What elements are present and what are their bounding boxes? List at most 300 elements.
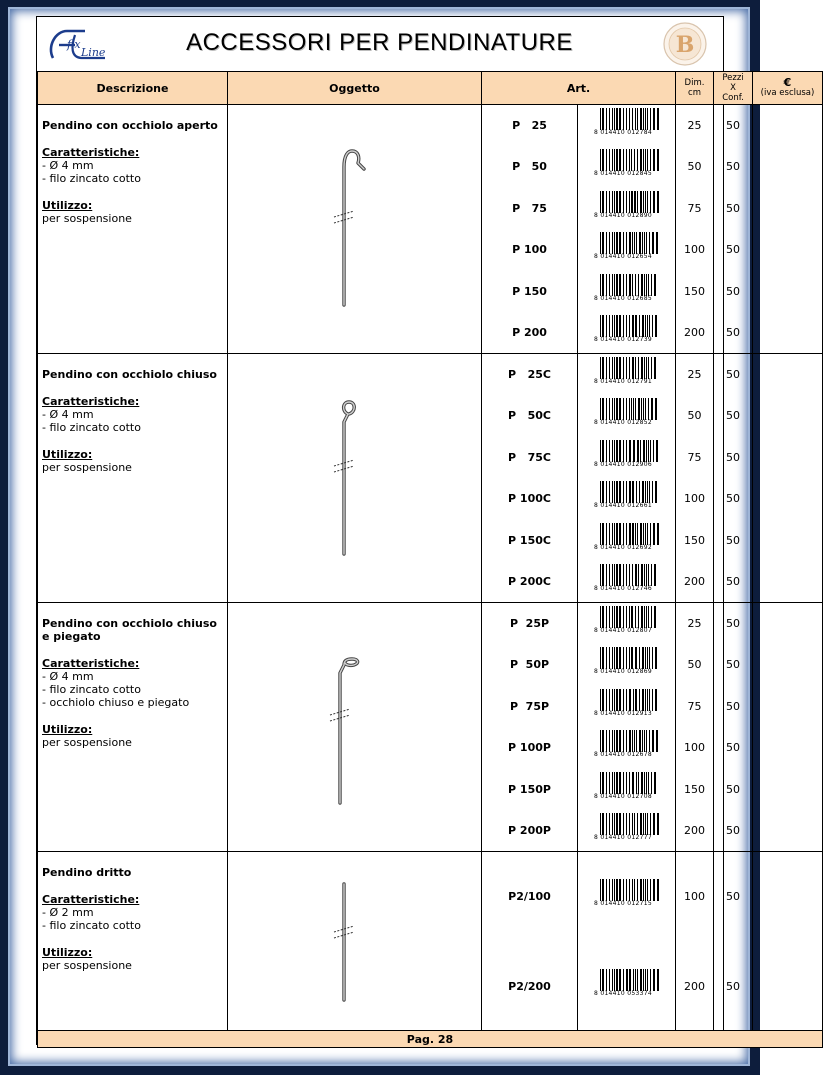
barcode-bars [600, 274, 660, 296]
barcode-bars [600, 969, 660, 991]
product-name: Pendino con occhiolo chiuso [42, 368, 217, 381]
article-code: P 25 [512, 119, 547, 132]
barcode-bar [645, 149, 646, 171]
barcode-bar [623, 647, 624, 669]
barcode-bar [629, 440, 631, 462]
barcode-bar [642, 647, 644, 669]
barcode-bar [612, 606, 613, 628]
col-header-descrizione: Descrizione [38, 72, 228, 105]
barcode-number: 8 014410 012913 [594, 709, 652, 717]
barcode-bar [616, 108, 618, 130]
closed-eye-hanger-icon [318, 354, 378, 602]
barcode-bar [650, 813, 651, 835]
dimension-value: 100 [684, 243, 705, 257]
barcode-bar [602, 232, 604, 254]
col-art-cell [482, 852, 578, 1031]
barcode-bar [641, 274, 643, 296]
barcode-bar [656, 232, 658, 254]
barcode-number: 8 014410 012807 [594, 627, 652, 634]
barcode-bar [623, 813, 624, 835]
barcode-bar [629, 813, 630, 835]
barcode-bar [619, 606, 621, 628]
table-footer-row [38, 1031, 823, 1048]
col-pezzi-cell [714, 354, 753, 603]
barcode-bar [612, 481, 613, 503]
barcode-bar [641, 606, 643, 628]
barcode-bar [606, 108, 607, 130]
barcode-stack [578, 105, 675, 353]
barcode-bar [619, 315, 621, 337]
barcode-bar [609, 149, 610, 171]
barcode-bar [602, 315, 604, 337]
barcode-bar [629, 523, 631, 545]
features-label: Caratteristiche: [42, 657, 140, 670]
barcode [594, 481, 660, 511]
barcode-bar [655, 481, 657, 503]
barcode-bar [612, 315, 613, 337]
barcode-bar [651, 274, 652, 296]
barcode-bar [629, 398, 630, 420]
col-art-cell [482, 354, 578, 603]
price-stack [753, 603, 822, 851]
pieces-per-pack: 50 [726, 658, 740, 672]
barcode-bar [609, 879, 610, 901]
price-stack [753, 105, 822, 353]
pezzi-stack [714, 354, 752, 602]
col-dim-cell [676, 852, 714, 1031]
page-header [37, 17, 722, 72]
barcode [594, 606, 660, 636]
table-header-row [38, 72, 823, 105]
barcode-bar [653, 108, 655, 130]
barcode [594, 969, 660, 999]
barcode-bar [616, 969, 618, 991]
barcode-bar [632, 730, 633, 752]
barcode-bar [637, 879, 638, 901]
features-label: Caratteristiche: [42, 146, 140, 159]
barcode-bar [644, 357, 645, 379]
barcode-bar [648, 772, 649, 794]
article-code: P 75C [508, 450, 551, 464]
barcode-bar [612, 274, 613, 296]
barcode-bar [619, 108, 621, 130]
barcode [594, 440, 660, 470]
barcode-bar [632, 357, 634, 379]
col-pezzi-cell [714, 105, 753, 354]
barcode-bar [600, 274, 601, 296]
barcode-bar [600, 398, 601, 420]
barcode-bar [648, 564, 649, 586]
barcode-bar [631, 647, 633, 669]
pieces-per-pack: 50 [726, 450, 740, 464]
barcode-bar [600, 772, 601, 794]
barcode-bar [652, 730, 654, 752]
barcode-bar [626, 191, 627, 213]
barcode-bar [634, 191, 636, 213]
col-pezzi-cell [714, 852, 753, 1031]
barcode-bar [642, 232, 643, 254]
barcode-bar [606, 730, 607, 752]
barcode-bar [640, 440, 641, 462]
product-group-row [38, 852, 823, 1031]
usage-label: Utilizzo: [42, 946, 93, 959]
barcode-bar [641, 398, 642, 420]
barcode-bar [616, 564, 618, 586]
barcode-bar [639, 315, 640, 337]
barcode-number: 8 014410 012791 [594, 378, 652, 385]
barcode-bar [640, 191, 642, 213]
barcode-bar [606, 315, 607, 337]
product-name: Pendino con occhiolo aperto [42, 119, 218, 132]
barcode-bar [646, 440, 647, 462]
barcode-bar [602, 398, 604, 420]
barcode-bar [606, 564, 607, 586]
barcode-bar [633, 969, 634, 991]
barcode-bar [612, 398, 613, 420]
dimension-value: 150 [684, 533, 705, 547]
barcode-bar [652, 315, 653, 337]
barcode-bar [600, 647, 601, 669]
pieces-per-pack: 50 [726, 980, 740, 993]
product-name: Pendino con occhiolo chiuso e piegato [42, 617, 217, 643]
barcode-bar [653, 523, 655, 545]
barcode-bar [616, 730, 618, 752]
barcode-bar [632, 315, 634, 337]
product-name: Pendino dritto [42, 866, 132, 879]
barcode-bar [640, 879, 642, 901]
price-stack [753, 354, 822, 602]
barcode-bar [616, 523, 618, 545]
barcode [594, 772, 660, 802]
barcode-bar [600, 606, 601, 628]
barcode-bar [637, 523, 638, 545]
barcode-bar [614, 149, 615, 171]
barcode-bar [606, 523, 607, 545]
col-dim-cell [676, 105, 714, 354]
barcode-bar [616, 772, 618, 794]
barcode-bar [614, 813, 615, 835]
barcode-bar [647, 647, 648, 669]
article-code: P 25C [508, 368, 551, 381]
barcode-bar [609, 647, 610, 669]
barcode-bar [656, 440, 658, 462]
barcode-bar [647, 523, 648, 545]
barcode-bar [602, 647, 604, 669]
article-code: P 200P [508, 824, 551, 837]
pieces-per-pack: 50 [726, 160, 740, 174]
barcode-bar [657, 149, 659, 171]
barcode-bar [641, 772, 643, 794]
col-art-cell [482, 603, 578, 852]
barcode-bar [614, 274, 615, 296]
barcode-bar [632, 274, 633, 296]
barcode-bar [645, 191, 646, 213]
barcode-bar [614, 481, 615, 503]
logo-text-line: Line [81, 46, 106, 59]
barcode-bar [609, 481, 610, 503]
barcode-bar [634, 879, 635, 901]
barcode-bar [650, 149, 651, 171]
brand-badge-icon [662, 21, 708, 67]
barcode-bar [652, 481, 653, 503]
article-code: P2/100 [508, 890, 551, 903]
barcode-bar [600, 813, 601, 835]
barcode-bar [631, 191, 633, 213]
barcode-stack [578, 852, 675, 1030]
pieces-per-pack: 50 [726, 201, 740, 215]
barcode-bar [643, 149, 644, 171]
barcode-bar [632, 523, 634, 545]
barcode-bar [606, 481, 607, 503]
barcode-bar [626, 232, 627, 254]
col-price-cell [753, 105, 823, 354]
barcode-bar [640, 813, 642, 835]
barcode-number: 8 014410 012708 [594, 792, 652, 800]
article-code: P 75 [512, 201, 547, 215]
open-eye-hanger-icon [318, 105, 378, 353]
barcode-bar [629, 969, 631, 991]
barcode-bar [623, 191, 624, 213]
barcode-bar [614, 879, 615, 901]
barcode-bar [644, 274, 645, 296]
barcode-bars [600, 191, 660, 213]
barcode-bar [649, 689, 650, 711]
barcode-bar [600, 357, 601, 379]
barcode-bar [616, 440, 618, 462]
barcode-bar [609, 772, 610, 794]
barcode-bar [657, 108, 659, 130]
barcode-bar [635, 606, 636, 628]
barcode-bar [609, 315, 610, 337]
barcode-number: 8 014410 012715 [594, 900, 652, 907]
article-code: P 200C [508, 575, 551, 588]
col-price-cell [753, 354, 823, 603]
barcode-bar [600, 969, 601, 991]
usage-label: Utilizzo: [42, 448, 93, 461]
bent-closed-eye-hanger-icon [318, 603, 378, 851]
barcode-bar [640, 969, 642, 991]
barcode-bar [653, 969, 655, 991]
barcode-bar [646, 232, 647, 254]
barcode-bar [631, 606, 633, 628]
usage-text: per sospensione [42, 959, 132, 972]
barcode-bar [651, 398, 653, 420]
barcode-bar [657, 879, 659, 901]
pieces-per-pack: 50 [726, 284, 740, 298]
barcode-bar [638, 772, 639, 794]
barcode-number: 8 014410 012869 [594, 668, 652, 676]
article-code: P 25P [509, 617, 550, 630]
barcode-bar [614, 969, 615, 991]
barcode-bar [632, 772, 634, 794]
article-code: P 150C [508, 533, 551, 547]
barcode-bar [602, 191, 604, 213]
barcode-bar [616, 606, 618, 628]
barcode-bar [647, 969, 648, 991]
barcode-bar [641, 564, 643, 586]
barcode-bar [623, 564, 624, 586]
barcode-bar [629, 730, 631, 752]
barcode-bar [648, 606, 649, 628]
barcode-bars [600, 564, 660, 586]
pieces-per-pack: 50 [726, 824, 740, 837]
barcode [594, 274, 660, 304]
barcode-bar [643, 398, 644, 420]
barcode-bar [614, 647, 615, 669]
barcode-bar [645, 481, 646, 503]
page-number: Pag. 28 [38, 1031, 823, 1048]
barcode-bar [609, 357, 610, 379]
barcode-bar [643, 108, 644, 130]
barcode-bar [649, 730, 650, 752]
barcode-bar [637, 108, 638, 130]
barcode-bar [654, 606, 656, 628]
barcode-bar [635, 274, 636, 296]
barcode-bar [626, 564, 627, 586]
barcode-bar [649, 647, 650, 669]
product-description-cell [38, 354, 228, 603]
dimension-value: 150 [684, 284, 705, 298]
barcode-bar [626, 730, 627, 752]
dimension-value: 50 [687, 160, 702, 174]
barcode-bar [631, 149, 632, 171]
barcode-bar [655, 315, 657, 337]
dimension-value: 200 [684, 824, 705, 837]
barcode-bar [614, 315, 615, 337]
logo-text-fix: fix [67, 38, 81, 51]
pieces-per-pack: 50 [726, 575, 740, 588]
barcode-bar [623, 606, 624, 628]
dim-stack [676, 354, 713, 602]
barcode-bar [650, 969, 651, 991]
art-stack [482, 603, 577, 851]
barcode-bar [623, 149, 624, 171]
barcode-bar [606, 879, 607, 901]
barcode-bar [648, 440, 649, 462]
barcode-bars [600, 813, 660, 835]
barcode-bar [646, 274, 647, 296]
barcode-bar [600, 108, 601, 130]
barcode-bar [635, 564, 637, 586]
barcode-number: 8 014410 053374 [594, 990, 652, 997]
barcode-bar [629, 647, 630, 669]
barcode-bar [639, 481, 640, 503]
barcode-bar [612, 564, 613, 586]
barcode-bar [612, 191, 613, 213]
barcode-bar [606, 606, 607, 628]
pieces-per-pack: 50 [726, 617, 740, 630]
barcode-bar [629, 108, 630, 130]
barcode-bar [612, 108, 613, 130]
barcode-bar [657, 523, 659, 545]
barcode-bar [606, 440, 607, 462]
barcode-bar [619, 149, 621, 171]
barcode-bar [600, 440, 601, 462]
dimension-value: 25 [687, 617, 702, 630]
barcode-bar [632, 813, 633, 835]
barcode-bar [653, 191, 655, 213]
barcode [594, 315, 660, 345]
barcode-bar [650, 108, 651, 130]
barcode-bar [657, 969, 659, 991]
barcode-bar [635, 647, 637, 669]
pieces-per-pack: 50 [726, 119, 740, 132]
barcode-bar [651, 357, 652, 379]
barcode-bar [637, 440, 639, 462]
barcode-bar [619, 813, 621, 835]
barcode-bar [614, 191, 615, 213]
product-description [38, 354, 227, 474]
barcode-bar [643, 879, 644, 901]
barcode-bar [602, 108, 604, 130]
barcode-bar [614, 232, 615, 254]
col-header-art: Art. [482, 72, 676, 105]
barcode-bar [643, 191, 644, 213]
barcode-bars [600, 606, 660, 628]
barcode-bar [646, 772, 647, 794]
barcode-bar [600, 232, 601, 254]
barcode-bar [645, 523, 646, 545]
feature-item: - Ø 2 mm [42, 906, 94, 919]
barcode-bars [600, 357, 660, 379]
barcode-bar [626, 813, 627, 835]
usage-label: Utilizzo: [42, 199, 93, 212]
article-code: P 150P [508, 782, 551, 796]
barcode-bars [600, 730, 660, 752]
barcode-bar [638, 606, 639, 628]
pieces-per-pack: 50 [726, 533, 740, 547]
barcode-bar [635, 523, 636, 545]
barcode-bar [634, 232, 635, 254]
barcode-bar [635, 357, 636, 379]
barcode-bar [629, 274, 631, 296]
barcode-bar [647, 813, 648, 835]
barcode-bar [612, 813, 613, 835]
barcode-bar [600, 689, 601, 711]
barcode-bar [629, 606, 630, 628]
barcode-bar [642, 730, 643, 752]
usage-text: per sospensione [42, 736, 132, 749]
barcode-bar [647, 149, 648, 171]
barcode-number: 8 014410 012890 [594, 211, 652, 219]
col-barcode-cell [578, 603, 676, 852]
barcode-bar [623, 879, 624, 901]
dimension-value: 25 [687, 368, 702, 381]
barcode-bar [639, 232, 641, 254]
col-header-vat-note: (iva esclusa) [760, 88, 815, 98]
barcode-bars [600, 523, 660, 545]
barcode-bar [600, 730, 601, 752]
barcode-bar [626, 108, 627, 130]
barcode-bar [614, 357, 615, 379]
pieces-per-pack: 50 [726, 890, 740, 903]
price-stack [753, 852, 822, 1030]
usage-label: Utilizzo: [42, 723, 93, 736]
barcode-bar [600, 879, 601, 901]
barcode-bar [614, 730, 615, 752]
barcode-bar [641, 357, 643, 379]
pieces-per-pack: 50 [726, 492, 740, 506]
dimension-value: 100 [684, 492, 705, 506]
barcode-bar [638, 274, 639, 296]
barcode-bar [612, 879, 613, 901]
barcode-bar [632, 564, 633, 586]
barcode-bar [619, 523, 621, 545]
barcode-bar [619, 357, 621, 379]
barcode-bar [623, 274, 624, 296]
product-group-row [38, 354, 823, 603]
barcode [594, 647, 660, 677]
